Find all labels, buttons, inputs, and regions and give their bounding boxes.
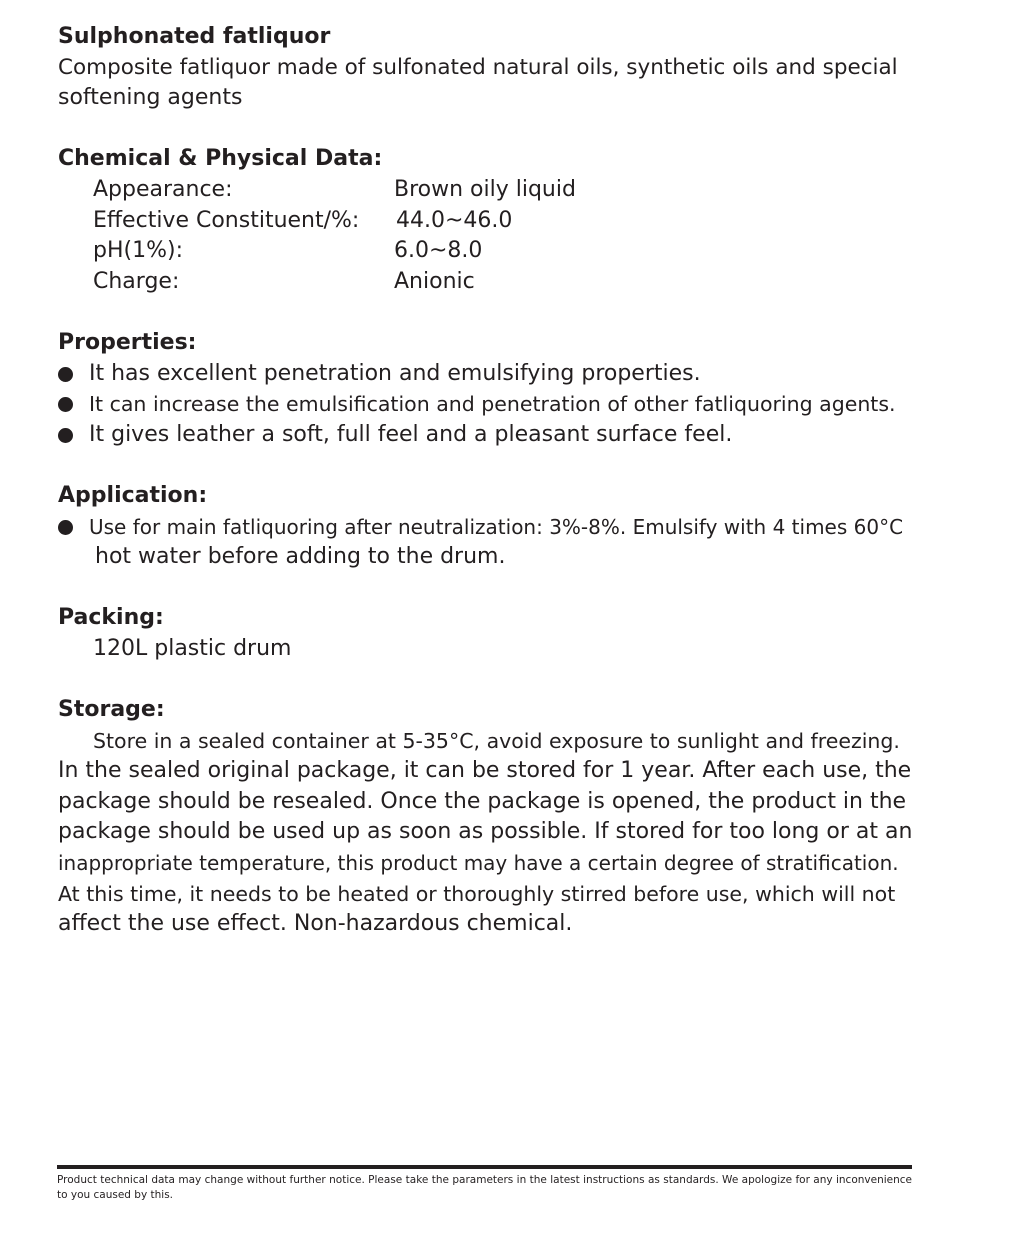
storage-line: Store in a sealed container at 5-35°C, avoid exposure to sunlight and freezing. xyxy=(93,728,900,753)
datasheet xyxy=(58,22,914,940)
data-row-appearance xyxy=(58,175,914,206)
storage-line: affect the use effect. Non-hazardous chemical. xyxy=(58,911,573,937)
properties-section xyxy=(58,328,914,450)
product-title: Sulphonated fatliquor xyxy=(58,24,331,49)
properties-heading: Properties: xyxy=(58,329,197,355)
list-item-text: It gives leather a soft, full feel and a pleasant surface feel. xyxy=(89,421,733,447)
chemical-physical-section xyxy=(58,144,914,297)
storage-line: In the sealed original package, it can be stored for 1 year. After each use, the xyxy=(58,758,912,784)
list-item xyxy=(58,512,914,543)
data-label: Charge: xyxy=(93,268,180,294)
storage-section xyxy=(58,695,914,940)
storage-line: package should be used up as soon as possible. If stored for too long or at an xyxy=(58,819,913,845)
footer-divider xyxy=(57,1165,912,1169)
product-description-line-2: softening agents xyxy=(58,85,243,111)
data-value: Anionic xyxy=(394,268,475,294)
data-label: Effective Constituent/%: xyxy=(93,207,360,233)
data-value: 44.0~46.0 xyxy=(396,207,513,233)
packing-heading: Packing: xyxy=(58,605,164,631)
data-label: pH(1%): xyxy=(93,238,183,264)
list-item-text: It has excellent penetration and emulsifying properties. xyxy=(89,360,701,386)
packing-section xyxy=(58,603,914,664)
product-description-line-1: Composite fatliquor made of sulfonated natural oils, synthetic oils and special xyxy=(58,54,898,80)
data-label: Appearance: xyxy=(93,176,233,202)
application-section xyxy=(58,481,914,573)
list-item xyxy=(58,359,914,390)
bullet-icon xyxy=(58,397,73,412)
list-item-text: It can increase the emulsification and penetration of other fatliquoring agents. xyxy=(89,392,896,417)
product-header xyxy=(58,22,914,114)
bullet-icon xyxy=(58,428,73,443)
data-value: 6.0~8.0 xyxy=(394,238,483,264)
storage-line: At this time, it needs to be heated or thoroughly stirred before use, which will not xyxy=(58,881,896,906)
data-row-effective-constituent xyxy=(58,206,914,237)
storage-heading: Storage: xyxy=(58,697,165,723)
list-item xyxy=(58,420,914,451)
storage-line: inappropriate temperature, this product may have a certain degree of stratification. xyxy=(58,851,899,876)
data-row-charge xyxy=(58,267,914,298)
application-heading: Application: xyxy=(58,482,208,508)
packing-text: 120L plastic drum xyxy=(93,635,292,661)
application-text-line-2: hot water before adding to the drum. xyxy=(95,544,506,570)
data-value: Brown oily liquid xyxy=(394,176,576,202)
list-item xyxy=(58,389,914,420)
storage-line: package should be resealed. Once the package is opened, the product in the xyxy=(58,788,907,814)
chemical-physical-heading: Chemical & Physical Data: xyxy=(58,146,383,172)
data-row-ph xyxy=(58,236,914,267)
bullet-icon xyxy=(58,367,73,382)
bullet-icon xyxy=(58,520,73,535)
footer-disclaimer: Product technical data may change without further notice. Please take the parameters in the latest instructions as standards. We apologize for any inconvenience to you caused by this. xyxy=(57,1174,912,1201)
application-text-line-1: Use for main fatliquoring after neutralization: 3%-8%. Emulsify with 4 times 60°C xyxy=(89,514,904,539)
